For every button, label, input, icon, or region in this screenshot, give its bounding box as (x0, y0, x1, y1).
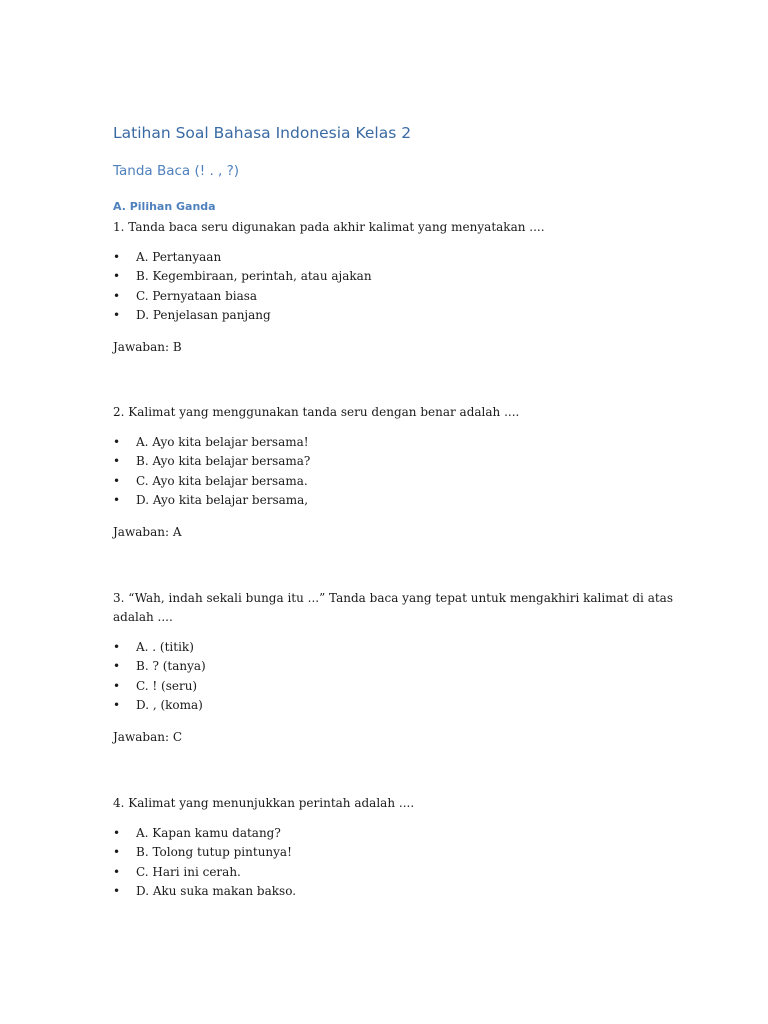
question-4 (113, 794, 673, 901)
bullet-icon: • (113, 250, 121, 264)
option-label: D. Ayo kita belajar bersama, (136, 492, 309, 507)
bullet-icon: • (113, 640, 121, 654)
option-label: B. Kegembiraan, perintah, atau ajakan (136, 269, 372, 284)
option-item (113, 882, 673, 901)
bullet-icon: • (113, 454, 121, 469)
option-item (113, 287, 673, 306)
option-label: D. , (koma) (136, 697, 203, 712)
option-list (113, 433, 673, 510)
bullet-icon: • (113, 864, 121, 879)
answer-text: Jawaban: C (113, 730, 182, 745)
page-title: Latihan Soal Bahasa Indonesia Kelas 2 (113, 124, 412, 142)
option-label: B. ? (tanya) (136, 659, 206, 674)
question-1 (113, 218, 673, 357)
answer-text: Jawaban: B (113, 340, 182, 355)
option-label: A. Kapan kamu datang? (136, 826, 281, 840)
option-list (113, 824, 673, 901)
option-item (113, 452, 673, 471)
bullet-icon: • (113, 492, 121, 507)
option-label: C. Pernyataan biasa (136, 288, 258, 303)
option-item (113, 677, 673, 696)
bullet-icon: • (113, 678, 121, 693)
option-item (113, 267, 673, 286)
option-label: D. Penjelasan panjang (136, 307, 271, 322)
question-text: 2. Kalimat yang menggunakan tanda seru dengan benar adalah .... (113, 405, 520, 419)
question-text: 3. “Wah, indah sekali bunga itu ...” Tanda baca yang tepat untuk mengakhiri kalimat di atas adalah .... (113, 591, 673, 624)
option-label: B. Tolong tutup pintunya! (136, 845, 292, 860)
bullet-icon: • (113, 269, 121, 284)
option-item (113, 863, 673, 882)
option-item (113, 491, 673, 510)
option-item (113, 472, 673, 491)
option-label: C. ! (seru) (136, 678, 198, 693)
bullet-icon: • (113, 435, 121, 449)
option-item (113, 248, 673, 267)
option-item (113, 843, 673, 862)
option-item (113, 696, 673, 715)
option-label: D. Aku suka makan bakso. (136, 883, 297, 898)
answer-text: Jawaban: A (113, 525, 182, 540)
option-item (113, 824, 673, 843)
option-item (113, 657, 673, 676)
option-item (113, 433, 673, 452)
bullet-icon: • (113, 845, 121, 860)
question-text: 1. Tanda baca seru digunakan pada akhir kalimat yang menyatakan .... (113, 220, 545, 234)
bullet-icon: • (113, 473, 121, 488)
bullet-icon: • (113, 883, 121, 898)
page-subtitle: Tanda Baca (! . , ?) (113, 163, 240, 179)
option-list (113, 638, 673, 715)
option-label: C. Ayo kita belajar bersama. (136, 473, 308, 488)
option-label: A. Pertanyaan (136, 250, 222, 264)
option-item (113, 638, 673, 657)
option-label: A. . (titik) (136, 640, 194, 654)
option-label: C. Hari ini cerah. (136, 864, 241, 879)
option-item (113, 306, 673, 325)
option-label: A. Ayo kita belajar bersama! (136, 435, 309, 449)
option-list (113, 248, 673, 325)
bullet-icon: • (113, 659, 121, 674)
option-label: B. Ayo kita belajar bersama? (136, 454, 311, 469)
question-3 (113, 589, 673, 747)
section-heading: A. Pilihan Ganda (113, 200, 216, 213)
bullet-icon: • (113, 307, 121, 322)
bullet-icon: • (113, 697, 121, 712)
question-text: 4. Kalimat yang menunjukkan perintah adalah .... (113, 796, 415, 810)
bullet-icon: • (113, 288, 121, 303)
question-2 (113, 403, 673, 542)
bullet-icon: • (113, 826, 121, 840)
